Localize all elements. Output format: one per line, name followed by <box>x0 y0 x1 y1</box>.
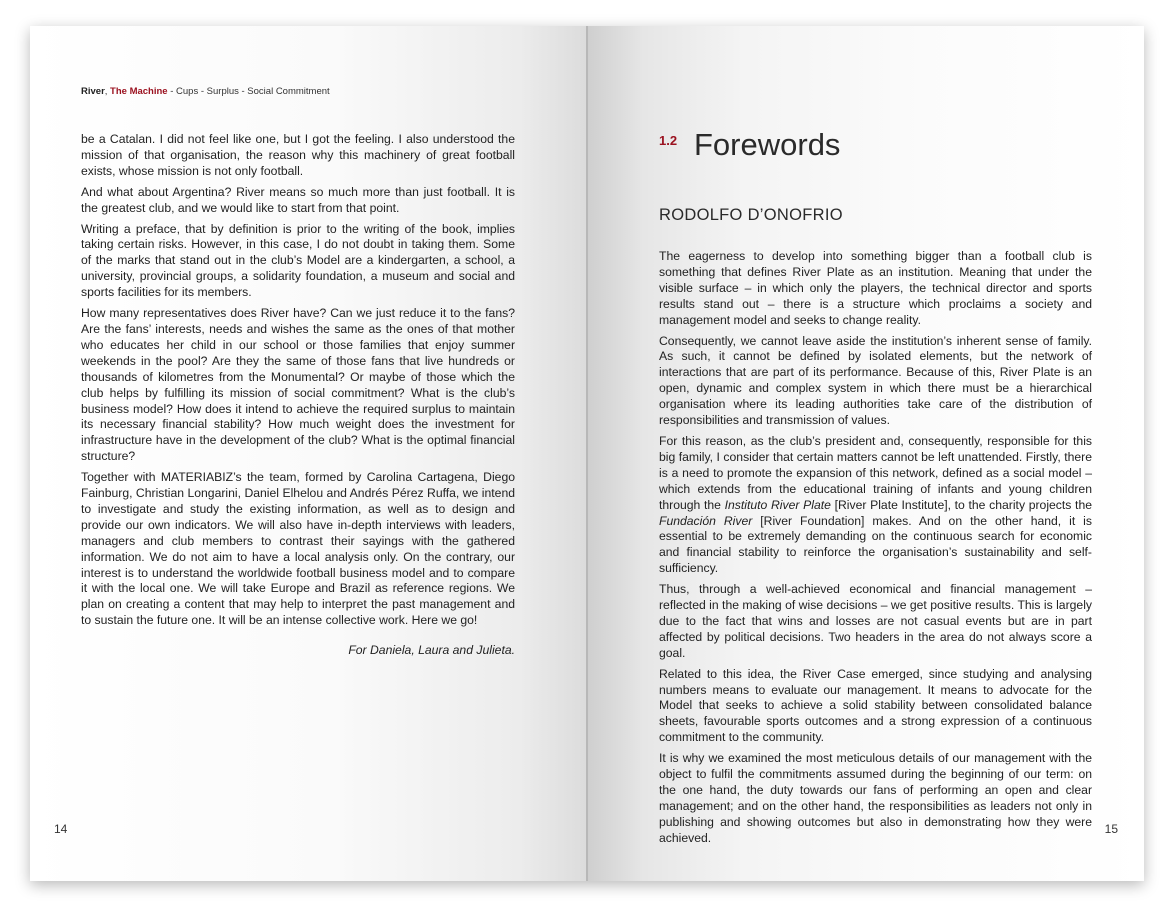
paragraph: be a Catalan. I did not feel like one, but I got the feeling. I also understood the mission of that organisation, the reason why this machinery of great football exists, whose mission is not only football. <box>81 132 515 178</box>
paragraph-text: [River Foundation] makes. And on the other hand, it is essential to be extremely demanding on the continuous search for economic and financial stability to reinforce the organisation’s sustainability and self-sufficiency. <box>659 513 1092 576</box>
right-page <box>588 26 1144 881</box>
paragraph: Related to this idea, the River Case emerged, since studying and analysing numbers means to evaluate our management. It means to advocate for the Model that seeks to achieve a solid stability between consolidated balance sheets, favourable sports outcomes and a strong expression of a continuous commitment to the community. <box>659 666 1092 745</box>
institute-name: Instituto River Plate <box>724 497 831 512</box>
paragraph: It is why we examined the most meticulous details of our management with the object to fulfil the commitments assumed during the beginning of our term: on the one hand, the duty towards our fans of performing an open and clear management; and on the other hand, the responsibilities as leaders not only in publishing and showing outcomes but also in demonstrating how they were achieved. <box>659 751 1092 845</box>
page-number-right: 15 <box>1104 822 1118 836</box>
paragraph <box>659 434 1092 577</box>
left-page-body <box>81 132 515 634</box>
section-number: 1.2 <box>659 133 678 148</box>
paragraph: The eagerness to develop into something bigger than a football club is something that defines River Plate as an institution. Meaning that under the visible surface – in which only the players, the technical director and sports results stand out – there is a structure which proclaims a society and management model and seeks to change reality. <box>659 249 1092 327</box>
section-title: Forewords <box>694 127 841 162</box>
running-header-brand: River <box>81 86 105 97</box>
paragraph: Writing a preface, that by definition is prior to the writing of the book, implies taking certain risks. However, in this case, I do not doubt in taking them. Some of the marks that stand out in the club’s Model are a kindergarten, a school, a university, provincial groups, a solidarity foundation, a museum and social and sports facilities for its members. <box>81 221 515 300</box>
running-header-title: The Machine <box>110 86 168 97</box>
paragraph: Consequently, we cannot leave aside the institution’s inherent sense of family. As such, it cannot be defined by isolated elements, but the network of interactions that are part of its performance. Because of this, River Plate is an open, dynamic and complex system in which there must be a hierarchical organisation where its leading authorities take care of the distribution of responsibilities and transmission of values. <box>659 333 1092 428</box>
paragraph-text: [River Plate Institute], to the charity projects the <box>830 497 1093 512</box>
page-number-left: 14 <box>54 822 68 836</box>
foundation-name: Fundación River <box>659 513 753 528</box>
running-header <box>81 86 330 97</box>
paragraph-text: For this reason, as the club’s president and, consequently, responsible for this big family, I consider that certain matters cannot be left unattended. Firstly, there is a need to promote the expansion of this network, defined as a social model – which extends from the educational training of infants and young children through the <box>659 433 1092 512</box>
dedication: For Daniela, Laura and Julieta. <box>348 643 515 657</box>
running-header-subtitle: - Cups - Surplus - Social Commitment <box>167 86 330 97</box>
running-header-separator: , <box>104 86 111 97</box>
paragraph: Thus, through a well-achieved economical and financial management – reflected in the making of wise decisions – we get positive results. This is largely due to the fact that wins and losses are not casual events but are in part affected by political decisions. Two headers in the area do not always score a goal. <box>659 582 1092 660</box>
author-heading: RODOLFO D’ONOFRIO <box>659 206 843 224</box>
right-page-body <box>659 249 1092 852</box>
paragraph: And what about Argentina? River means so much more than just football. It is the greatest club, and we would like to start from that point. <box>81 184 515 215</box>
left-page <box>30 26 586 881</box>
paragraph: Together with MATERIABIZ’s the team, formed by Carolina Cartagena, Diego Fainburg, Christian Longarini, Daniel Elhelou and Andrés Pérez Ruffa, we intend to investigate and study the existing information, as well as to design and provide our own indicators. We will also have in-depth interviews with leaders, managers and club members to contrast their sayings with the gathered information. We do not aim to have a local analysis only. On the contrary, our interest is to understand the worldwide football business model and to compare it with the local one. We will take Europe and Brazil as reference regions. We plan on creating a content that may help to interpret the past management and to sustain the future one. It will be an intense collective work. Here we go! <box>81 470 515 628</box>
paragraph: How many representatives does River have? Can we just reduce it to the fans? Are the fans’ interests, needs and wishes the same as the ones of that mother who educates her child in our school or those families that enjoy summer weekends in the pool? Are they the same of those fans that live hundreds or thousands of kilometres from the Monumental? Or maybe of those which the club helps by fulfilling its mission of social commitment? What is the club’s business model? How does it intend to achieve the required surplus to maintain its necessary financial stability? How much weight does the investment for infrastructure have in the development of the club? What is the optimal financial structure? <box>81 306 515 464</box>
book-spread <box>30 26 1144 881</box>
